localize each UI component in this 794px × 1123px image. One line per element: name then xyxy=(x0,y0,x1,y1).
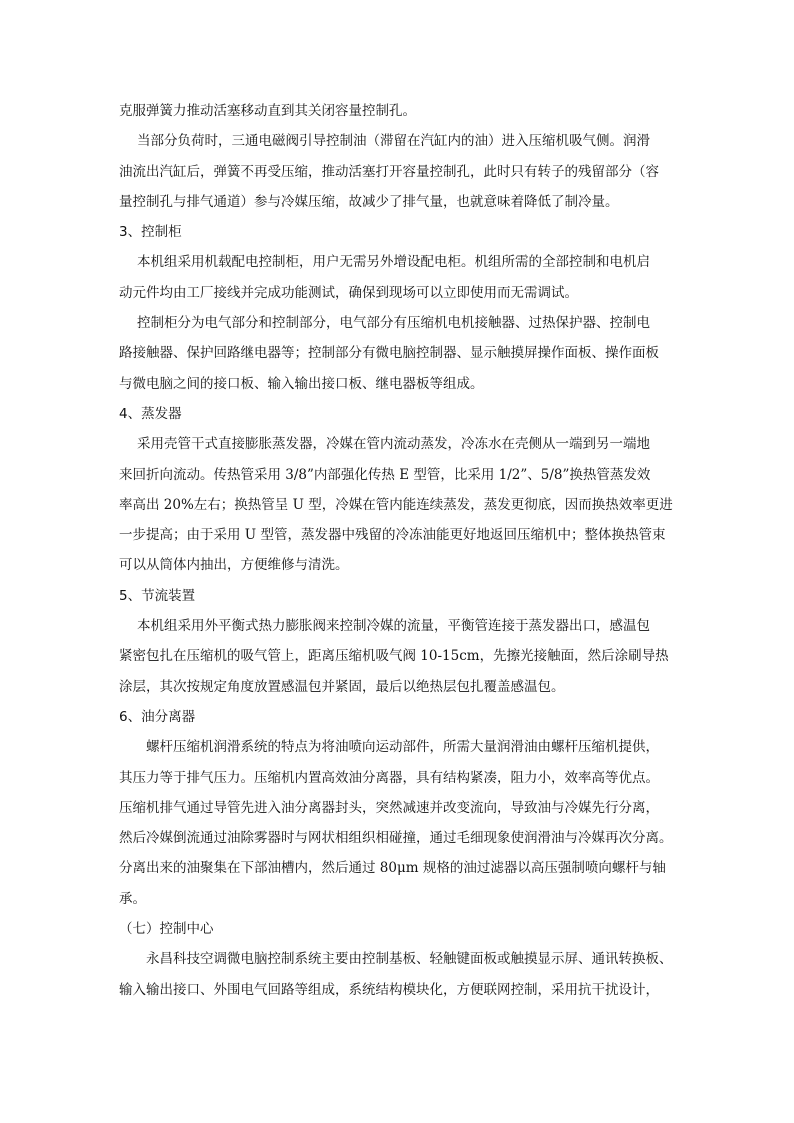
section-heading: 4、蒸发器 xyxy=(119,405,182,422)
text-line: 与微电脑之间的接口板、输入输出接口板、继电器板等组成。 xyxy=(119,375,484,392)
text-line: 本机组采用机载配电控制柜，用户无需另外增设配电柜。机组所需的全部控制和电机启 xyxy=(137,254,650,271)
text-line: 当部分负荷时，三通电磁阀引导控制油（滞留在汽缸内的油）进入压缩机吸气侧。润滑 xyxy=(137,133,650,150)
section-heading: （七）控制中心 xyxy=(119,921,214,938)
section-heading: 6、油分离器 xyxy=(119,708,196,725)
text-line: 其压力等于排气压力。压缩机内置高效油分离器，具有结构紧凑，阻力小，效率高等优点。 xyxy=(119,769,659,786)
text-line: 一步提高；由于采用 U 型管，蒸发器中残留的冷冻油能更好地返回压缩机中；整体换热管束 xyxy=(119,527,666,544)
text-line: 本机组采用外平衡式热力膨胀阀来控制冷媒的流量，平衡管连接于蒸发器出口，感温包 xyxy=(137,618,650,635)
text-line: 可以从筒体内抽出，方便维修与清洗。 xyxy=(119,557,349,574)
text-line: 控制柜分为电气部分和控制部分，电气部分有压缩机电机接触器、过热保护器、控制电 xyxy=(137,315,650,332)
text-line: 来回折向流动。传热管采用 3/8”内部强化传热 E 型管，比采用 1/2”、5/8”换热管蒸发效 xyxy=(119,466,651,483)
document-body xyxy=(119,96,679,1005)
text-line: 率高出 20%左右；换热管呈 U 型，冷媒在管内能连续蒸发，蒸发更彻底，因而换热效率更进 xyxy=(119,496,673,513)
section-heading: 5、节流装置 xyxy=(119,587,196,604)
text-line: 动元件均由工厂接线并完成功能测试，确保到现场可以立即使用而无需调试。 xyxy=(119,284,578,301)
text-line: 承。 xyxy=(119,890,146,907)
section-heading: 3、控制柜 xyxy=(119,224,182,241)
text-line: 油流出汽缸后，弹簧不再受压缩，推动活塞打开容量控制孔，此时只有转子的残留部分（容 xyxy=(119,163,659,180)
text-line: 输入输出接口、外围电气回路等组成，系统结构模块化，方便联网控制，采用抗干扰设计， xyxy=(119,981,659,998)
text-line: 然后冷媒倒流通过油除雾器时与网状相组织相碰撞，通过毛细现象使润滑油与冷媒再次分离。 xyxy=(119,830,673,847)
text-line: 量控制孔与排气通道）参与冷媒压缩，故减少了排气量，也就意味着降低了制冷量。 xyxy=(119,193,619,210)
text-line: 涂层，其次按规定角度放置感温包并紧固，最后以绝热层包扎覆盖感温包。 xyxy=(119,678,565,695)
text-line: 克服弹簧力推动活塞移动直到其关闭容量控制孔。 xyxy=(119,103,416,119)
text-line: 分离出来的油聚集在下部油槽内，然后通过 80μm 规格的油过滤器以高压强制喷向螺杆与轴 xyxy=(119,860,666,877)
text-line: 压缩机排气通过导管先进入油分离器封头，突然减速并改变流向，导致油与冷媒先行分离， xyxy=(119,799,659,816)
text-line: 螺杆压缩机润滑系统的特点为将油喷向运动部件，所需大量润滑油由螺杆压缩机提供， xyxy=(146,739,659,756)
text-line: 路接触器、保护回路继电器等；控制部分有微电脑控制器、显示触摸屏操作面板、操作面板 xyxy=(119,345,659,362)
text-line: 紧密包扎在压缩机的吸气管上，距离压缩机吸气阀 10-15cm，先擦光接触面，然后涂刷导热 xyxy=(119,648,669,665)
text-line: 采用壳管干式直接膨胀蒸发器，冷媒在管内流动蒸发，冷冻水在壳侧从一端到另一端地 xyxy=(137,436,650,453)
text-line: 永昌科技空调微电脑控制系统主要由控制基板、轻触键面板或触摸显示屏、通讯转换板、 xyxy=(146,951,673,968)
